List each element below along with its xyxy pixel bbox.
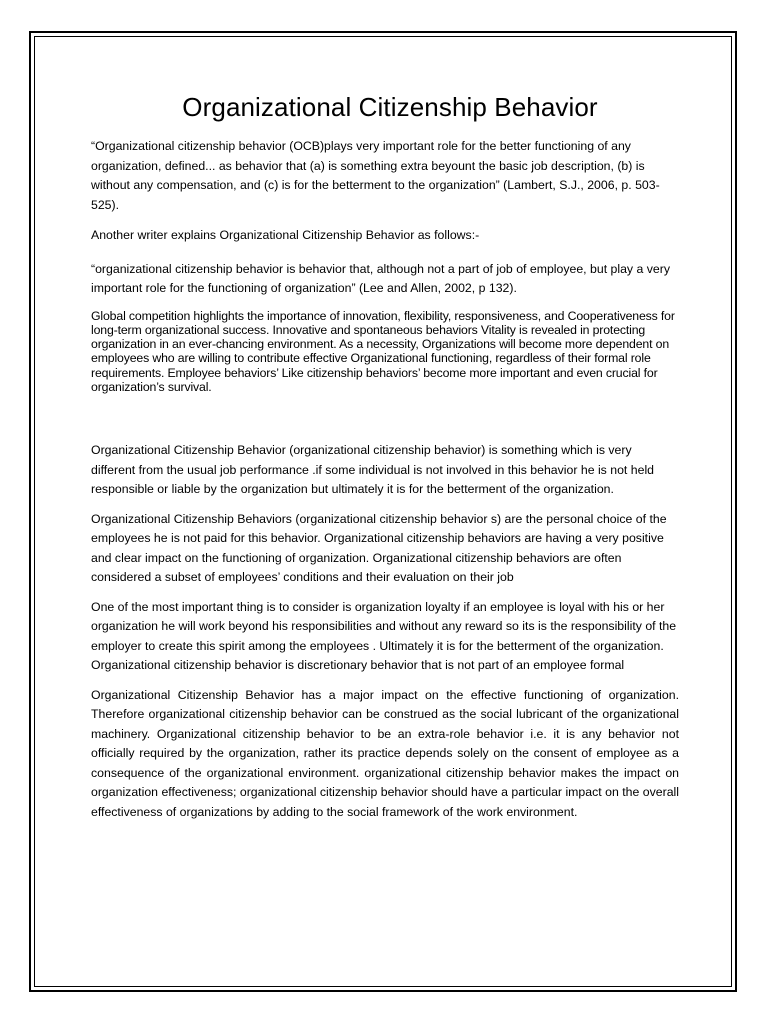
paragraph-ocb-definition: “Organizational citizenship behavior (OCB)plays very important role for the better functioning of any organization, defined... as behavior that (a) is something extra beyount the basic job description, (b) is without any compensation, and (c) is for the betterment to the organization” (Lambert, S.J., 2006, p. 503-525). bbox=[91, 139, 660, 212]
paragraph-organization-loyalty: One of the most important thing is to consider is organization loyalty if an employee is loyal with his or her organization he will work beyond his responsibilities and without any reward so its is the responsibility of the employer to create this spirit among the employees . Ultimately it is for the betterment of the organization. Organizational citizenship behavior is discretionary behavior that is not part of an employee formal bbox=[91, 599, 677, 673]
paragraph-lee-allen-quote: “organizational citizenship behavior is behavior that, although not a part of job of employee, but play a very important role for the functioning of organization” (Lee and Allen, 2002, p 132). bbox=[91, 261, 670, 295]
paragraph-personal-choice: Organizational Citizenship Behaviors (organizational citizenship behavior s) are the personal choice of the employees he is not paid for this behavior. Organizational citizenship behaviors are having a very positive and clear impact on the functioning of organization. Organizational citizenship behaviors are often considered a subset of employees’ conditions and their evaluation on their job bbox=[91, 511, 667, 585]
document-body bbox=[91, 92, 679, 822]
paragraph-job-performance: Organizational Citizenship Behavior (organizational citizenship behavior) is something which is very different from the usual job performance .if some individual is not involved in this behavior he is not held responsible or liable by the organization but ultimately it is for the betterment of the organization. bbox=[91, 443, 655, 497]
document-title: Organizational Citizenship Behavior bbox=[182, 92, 598, 122]
paragraph-global-competition: Global competition highlights the importance of innovation, flexibility, responsiveness, and Cooperativeness for long-term organizational success. Innovative and spontaneous behaviors Vitality is revealed in protecting organization in an ever-chancing environment. As a necessity, Organizations will become more dependent on employees who are willing to contribute effective Organizational functioning, regardless of their formal role requirements. Employee behaviors’ Like citizenship behaviors’ become more important and even crucial for organization’s survival. bbox=[91, 308, 675, 394]
paragraph-major-impact: Organizational Citizenship Behavior has a major impact on the effective functioning of organization. Therefore organizational citizenship behavior can be construed as the social lubricant of the organizational machinery. Organizational citizenship behavior to be an extra-role behavior i.e. it is any behavior not officially required by the organization, rather its practice depends solely on the consent of employee as a consequence of the organizational environment. organizational citizenship behavior makes the impact on organization effectiveness; organizational citizenship behavior should have a particular impact on the overall effectiveness of organizations by adding to the social framework of the work environment. bbox=[91, 687, 679, 819]
paragraph-another-writer: Another writer explains Organizational Citizenship Behavior as follows:- bbox=[91, 228, 480, 242]
